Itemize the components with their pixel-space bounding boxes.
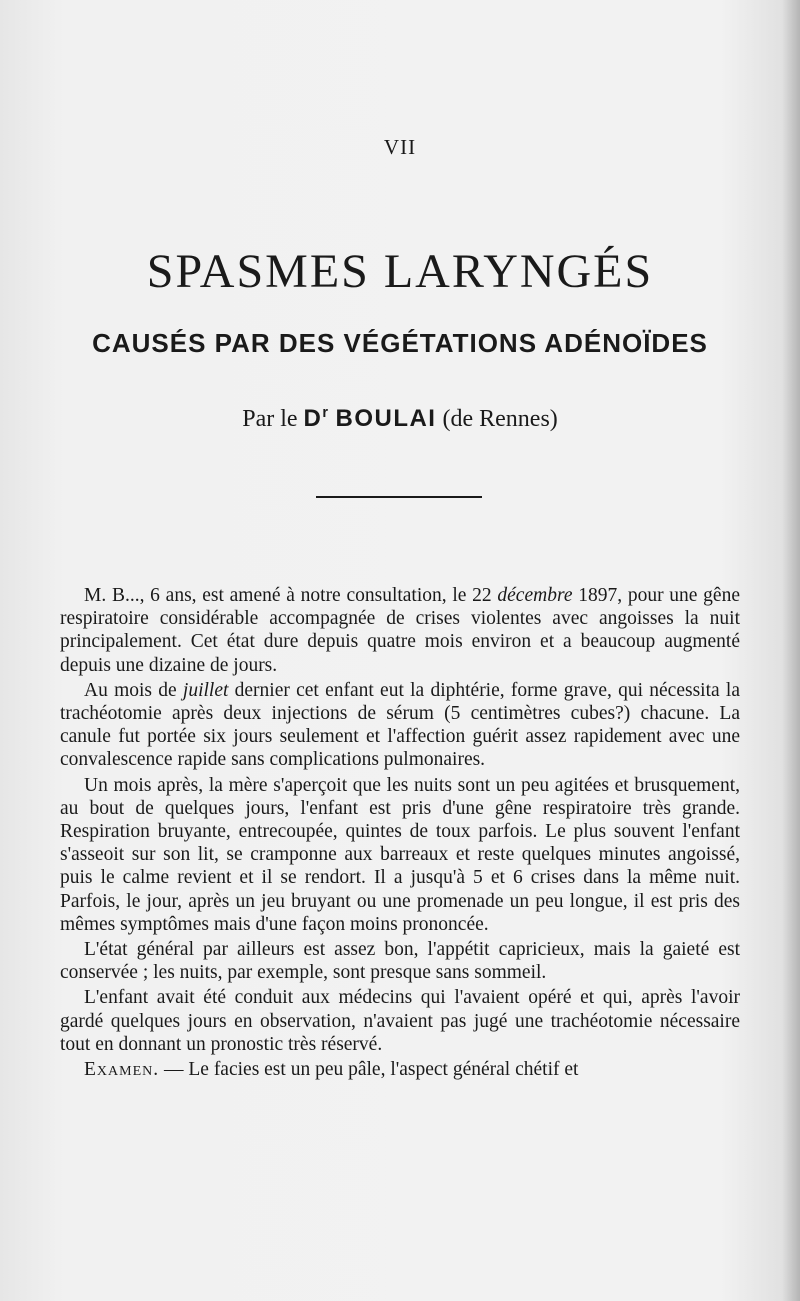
p6-text: — Le facies est un peu pâle, l'aspect général chétif et: [159, 1059, 579, 1081]
title-divider: [316, 496, 482, 498]
byline: [0, 405, 800, 433]
paragraph-6: [60, 1058, 740, 1081]
paragraph-3: Un mois après, la mère s'aperçoit que les nuits sont un peu agitées et brusquement, au bout de quelques jours, l'enfant est pris d'une gêne respiratoire très grande. Respiration bruyante, entrecoupée, quintes de toux parfois. Le plus souvent l'enfant s'asseoit sur son lit, se cramponne aux barreaux et reste quelques minutes angoissé, puis le calme revient et il se rendort. Il a jusqu'à 5 et 6 crises dans la même nuit. Parfois, le jour, après un jeu bruyant ou une promenade un peu longue, il est pris des mêmes symptômes mais d'une façon moins prononcée.: [60, 774, 740, 935]
paragraph-1: [60, 584, 740, 677]
article-title: SPASMES LARYNGÉS: [146, 245, 654, 298]
page-edge-shadow: [782, 0, 800, 1301]
byline-prefix: Par le: [242, 406, 298, 432]
p1-text-b: 1897, pour une gêne respiratoire considérable accompagnée de crises violentes avec angoisses la nuit principalement. Cet état dure depuis quatre mois environ et a beaucoup augmenté depuis une dizaine de jours.: [60, 585, 740, 676]
p1-text-a: M. B..., 6 ans, est amené à notre consultation, le 22: [84, 585, 498, 606]
p2-month: juillet: [182, 679, 229, 701]
byline-suffix: (de Rennes): [442, 406, 558, 432]
article-subtitle: CAUSÉS PAR DES VÉGÉTATIONS ADÉNOÏDES: [92, 328, 708, 358]
chapter-number: VII: [383, 135, 417, 159]
paragraph-4: L'état général par ailleurs est assez bon, l'appétit capricieux, mais la gaieté est conservée ; les nuits, par exemple, sont presque sans sommeil.: [60, 939, 740, 984]
paragraph-5: L'enfant avait été conduit aux médecins qui l'avaient opéré et qui, après l'avoir gardé quelques jours en observation, n'avaient pas jugé une trachéotomie nécessaire tout en donnant un pronostic très réservé.: [60, 987, 740, 1055]
byline-author: BOULAI: [335, 405, 437, 432]
p2-text-a: Au mois de: [84, 679, 183, 701]
doctor-abbrev: $D^r$: [303, 405, 330, 432]
p2-text-b: dernier cet enfant eut la diphtérie, forme grave, qui nécessita la trachéotomie après deux injections de sérum (5 centimètres cubes?) chacune. La canule fut portée six jours seulement et l'affection guérit assez rapidement avec une convalescence rapide sans complications pulmonaires.: [60, 679, 740, 771]
article-body: [60, 584, 740, 1081]
p1-date-month: décembre: [497, 585, 573, 606]
byline-title: [304, 405, 330, 432]
examen-label: Examen.: [84, 1059, 160, 1081]
paragraph-2: [60, 679, 740, 772]
